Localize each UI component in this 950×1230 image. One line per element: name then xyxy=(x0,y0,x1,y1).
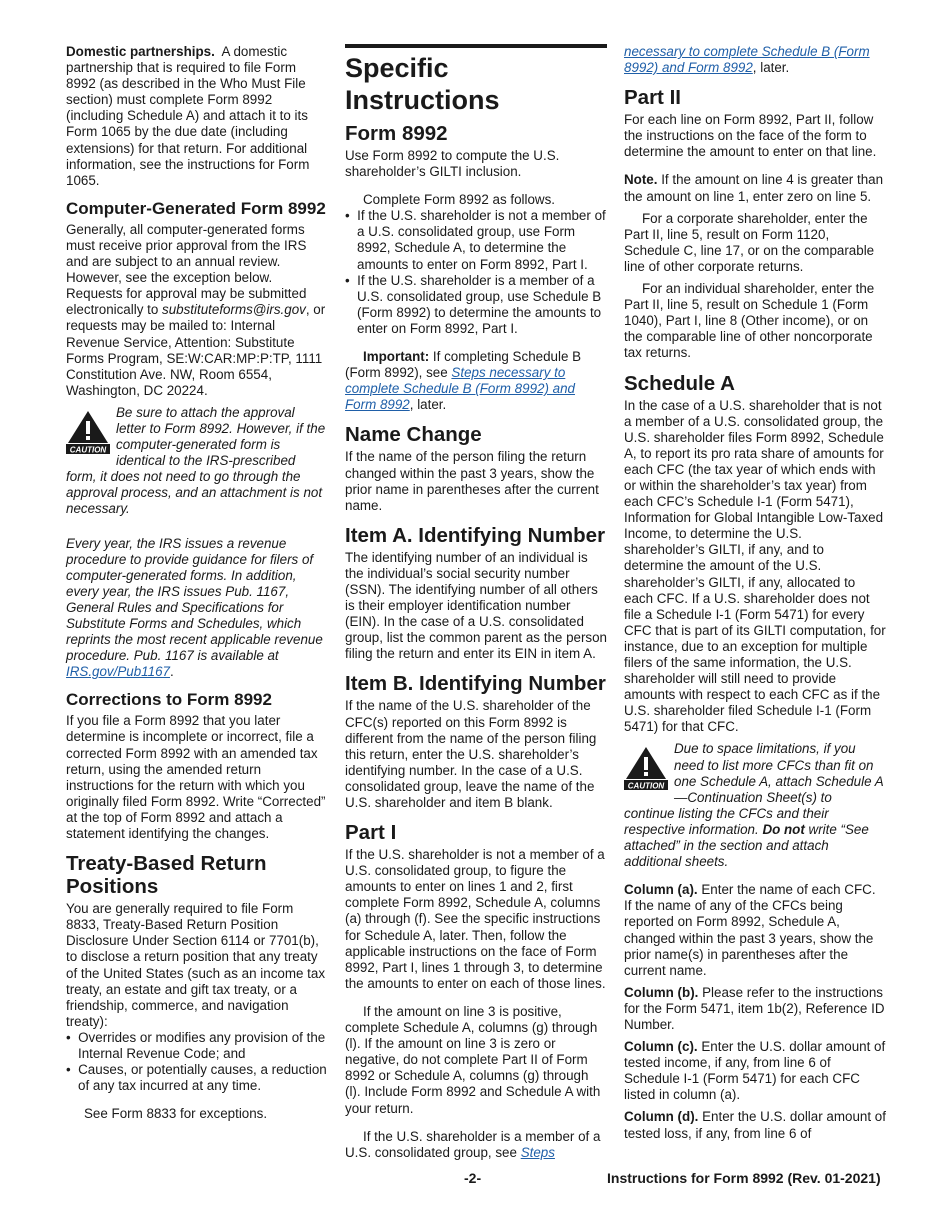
part-1-member-text: If the U.S. shareholder is a member of a U.S. consolidated group, see xyxy=(345,1128,601,1160)
caution-note xyxy=(66,405,328,518)
caution-icon xyxy=(66,409,110,455)
caution-label: CAUTION xyxy=(69,445,107,455)
form-heading: Form 8992 xyxy=(345,122,448,145)
column-middle xyxy=(345,44,607,1167)
note-text: If the amount on line 4 is greater than the amount on line 1, enter zero on line 5. xyxy=(624,172,884,204)
complete-bullet-1: • If the U.S. shareholder is not a member of a U.S. consolidated group, use Form 8992, Schedule A, to determine the amounts to enter on Form 8992, Part I. xyxy=(345,208,606,272)
part-1-heading: Part I xyxy=(345,821,397,845)
column-a-lead: Column (a). xyxy=(624,882,698,898)
item-a-paragraph: The identifying number of an individual is the individual’s social security number (SSN). The identifying number of all others is their employer identification number (EIN). In the case of a U.S. consolidated group, list the common parent as the person filing the return and enter its EIN in item A. xyxy=(345,549,608,662)
form-reference: Instructions for Form 8992 (Rev. 01-2021) xyxy=(607,1170,881,1186)
treaty-bullet-1-text: Overrides or modifies any provision of the Internal Revenue Code; and xyxy=(78,1029,326,1061)
corrections-heading: Corrections to Form 8992 xyxy=(66,690,272,710)
treaty-bullet-2: • Causes, or potentially causes, a reduction of any tax incurred at any time. xyxy=(66,1062,327,1094)
pub1167-link[interactable]: IRS.gov/Pub1167 xyxy=(66,664,170,680)
item-b-heading: Item B. Identifying Number xyxy=(345,672,606,696)
steps-continued-link[interactable]: necessary to complete Schedule B (Form 8992) and Form 8992 xyxy=(624,44,870,76)
schedule-a-heading: Schedule A xyxy=(624,371,735,395)
caution-2-text-a: Due to space limitations, if you need to list more CFCs than fit on one Schedule A, attach Schedule A—Continuation Sheet(s) to continue listing the CFCs and their respective information. xyxy=(624,741,884,837)
computer-generated-paragraph xyxy=(66,222,328,399)
important-text-a: If completing Schedule B (Form 8992), see xyxy=(345,349,582,381)
column-a-text: Enter the name of each CFC. If the name of any of the CFCs being reported on Form 8992, Schedule A, changed within the past 3 years, show the prior name(s) in parentheses after the current name. xyxy=(624,882,876,978)
treaty-heading: Treaty-Based Return Positions xyxy=(66,852,267,899)
revenue-procedure-paragraph: Every year, the IRS issues a revenue procedure to provide guidance for filers of computer-generated forms. In addition, every year, the IRS issues Pub. 1167, General Rules and Specifications for Substitute Forms and Schedules, which reprints the most recent applicable revenue procedure. Pub. 1167 is available at IRS.gov/Pub1167. xyxy=(66,535,323,680)
revproc-text: Every year, the IRS issues a revenue procedure to provide guidance for filers of computer-generated forms. In addition, every year, the IRS issues Pub. 1167, General Rules and Specifications for Substitute Forms and Schedules, which reprints the most recent applicable revenue procedure. Pub. 1167 is available at xyxy=(66,535,323,664)
caution-2-text-b: write “See attached” in the section and attach additional sheets. xyxy=(624,821,869,870)
name-change-paragraph: If the name of the person filing the return changed within the past 3 years, show the prior name in parentheses after the current name. xyxy=(345,449,599,513)
complete-bullet-2: • If the U.S. shareholder is a member of a U.S. consolidated group, use Schedule B (Form 8992) to determine the amounts to enter on Form 8992, Part I. xyxy=(345,272,602,336)
cont-text: , later. xyxy=(752,60,790,76)
caution-note-2 xyxy=(624,741,886,870)
column-d-paragraph xyxy=(624,1109,886,1141)
part-2-heading: Part II xyxy=(624,86,681,110)
note-paragraph xyxy=(624,172,886,204)
steps-schedule-b-link[interactable]: Steps necessary to complete Schedule B (Form 8992) and Form 8992 xyxy=(345,365,575,413)
part-1-member-paragraph xyxy=(345,1129,607,1161)
cg-email: substituteforms@irs.gov xyxy=(162,302,306,318)
column-b-text: Please refer to the instructions for the Form 5471, item 1b(2), Reference ID Number. xyxy=(624,984,885,1032)
treaty-see-paragraph: See Form 8833 for exceptions. xyxy=(84,1106,268,1122)
column-a-paragraph xyxy=(624,882,886,979)
treaty-bullet-2-text: Causes, or potentially causes, a reduction of any tax incurred at any time. xyxy=(78,1062,327,1094)
item-a-heading: Item A. Identifying Number xyxy=(345,523,606,547)
column-right xyxy=(624,44,886,1148)
treaty-paragraph: You are generally required to file Form 8833, Treaty-Based Return Position Disclosure Under Section 6114 or 7701(b), to disclose a return position that any treaty of the United States (such as an income tax treaty, an estate and gift tax treaty, or a friendship, commerce, and navigation treaty): xyxy=(66,901,326,1029)
name-change-heading: Name Change xyxy=(345,423,482,447)
caution-icon xyxy=(624,745,668,791)
item-b-paragraph: If the name of the U.S. shareholder of the CFC(s) reported on this Form 8992 is different from the name of the person filing this return, enter the U.S. shareholder’s identifying number. In the case of a U.S. consolidated group, leave the name of the U.S. shareholder and item B blank. xyxy=(345,698,597,810)
corrections-paragraph: If you file a Form 8992 that you later determine is incomplete or incorrect, file a corrected Form 8992 with an amended tax return, using the amended return instructions for the return with which you originally filed Form 8992. Write “Corrected” at the top of Form 8992 and attach a statement identifying the changes. xyxy=(66,713,326,842)
complete-paragraph: Complete Form 8992 as follows. xyxy=(363,192,556,208)
domestic-lead: Domestic partnerships. xyxy=(66,44,215,59)
domestic-partnerships-paragraph xyxy=(66,44,328,189)
column-b-lead: Column (b). xyxy=(624,984,699,1000)
column-left xyxy=(66,44,328,1128)
part-1-paragraph: If the U.S. shareholder is not a member of a U.S. consolidated group, to figure the amounts to enter on lines 1 and 2, first complete Form 8992, Schedule A, columns (a) through (f). See the specific instructions for Schedule A, later. Then, follow the applicable instructions on the face of Form 8992, Part I, lines 1 through 3, to determine the amounts to enter on each of those lines. xyxy=(345,847,606,991)
complete-bullet-2-text: If the U.S. shareholder is a member of a U.S. consolidated group, use Schedule B (Form 8992) to determine the amounts to enter on Form 8992, Part I. xyxy=(357,272,602,336)
important-paragraph xyxy=(345,349,607,413)
individual-paragraph: For an individual shareholder, enter the Part II, line 5, result on Schedule 1 (Form 1040), Part I, line 8 (Other income), or on the comparable line of other noncorporate tax returns. xyxy=(624,281,875,361)
column-c-text: Enter the U.S. dollar amount of tested income, if any, from line 6 of Schedule I-1 (Form 5471) for each CFC listed in column (a). xyxy=(624,1039,886,1103)
corporate-paragraph: For a corporate shareholder, enter the Part II, line 5, result on Form 1120, Schedule C, line 17, or on the comparable line of other corporate returns. xyxy=(624,210,875,274)
form-paragraph: Use Form 8992 to compute the U.S. shareholder’s GILTI inclusion. xyxy=(345,148,560,180)
caution-label-2: CAUTION xyxy=(627,781,665,791)
schedule-a-paragraph: In the case of a U.S. shareholder that is not a member of a U.S. consolidated group, the U.S. shareholder files Form 8992, Schedule A, to report its pro rata share of amounts for each CFC (the tax year of which ends with or within the shareholder’s tax year) from each CFC’s Schedule I-1 (Form 5471), Information for Global Intangible Low-Taxed Income, to determine the U.S. shareholder’s GILTI, if any, and to determine the amount of the U.S. shareholder’s GILTI, if any, allocated to each CFC. If a U.S. shareholder does not file a Schedule I-1 (Form 5471) for every CFC that is part of its GILTI computation, for instance, due to an exception for multiple filers of the same information, the U.S. shareholder will still need to provide amounts with respect to each CFC as if the U.S. shareholder filed Schedule I-1 (Form 5471) for that CFC. xyxy=(624,397,886,735)
cg-text-a: Generally, all computer-generated forms must receive prior approval from the IRS and are subject to an annual review. However, see the exception below. Requests for approval may be submitted electronically to xyxy=(66,221,307,318)
steps-link[interactable]: Steps xyxy=(520,1144,555,1160)
column-d-lead: Column (d). xyxy=(624,1109,699,1125)
column-d-text: Enter the U.S. dollar amount of tested loss, if any, from line 6 of xyxy=(624,1109,886,1141)
part-1-line3-paragraph: If the amount on line 3 is positive, complete Schedule A, columns (g) through (l). If the amount on line 3 is zero or negative, do not complete Part II of Form 8992 or Schedule A, columns (g) through (l). Include Form 8992 and Schedule A with your return. xyxy=(345,1003,601,1116)
part-2-paragraph: For each line on Form 8992, Part II, follow the instructions on the face of the form to determine the amount to enter on that line. xyxy=(624,112,877,160)
caution-2-bold: Do not xyxy=(762,821,805,837)
column-b-paragraph xyxy=(624,985,886,1033)
complete-bullet-1-text: If the U.S. shareholder is not a member of a U.S. consolidated group, use Form 8992, Schedule A, to determine the amounts to enter on Form 8992, Part I. xyxy=(357,208,606,272)
column-c-paragraph xyxy=(624,1039,886,1103)
treaty-bullet-1: • Overrides or modifies any provision of the Internal Revenue Code; and xyxy=(66,1029,326,1061)
important-lead: Important: xyxy=(363,349,430,365)
caution-text: Be sure to attach the approval letter to Form 8992. However, if the computer-generated form is identical to the IRS-prescribed form, it does not need to go through the approval process, and an attachment is not necessary. xyxy=(66,404,326,517)
page-number: -2- xyxy=(464,1170,482,1186)
specific-instructions-title: Specific Instructions xyxy=(345,44,607,116)
continued-link-paragraph xyxy=(624,44,886,76)
computer-generated-heading: Computer-Generated Form 8992 xyxy=(66,198,326,218)
cg-text-b: , or requests may be mailed to: Internal Revenue Service, Attention: Substitute Forms Program, SE:W:CAR:MP:P:TP, 1111 Constitution Ave. NW, Room 6554, Washington, DC 20224. xyxy=(66,302,326,398)
important-text-b: , later. xyxy=(409,397,447,413)
note-lead: Note. xyxy=(624,172,658,188)
column-c-lead: Column (c). xyxy=(624,1039,698,1055)
domestic-text: A domestic partnership that is required to file Form 8992 (as described in the Who Must File section) must complete Form 8992 (including Schedule A) and attach it to its Form 1065 by the due date (including extensions) for that return. For additional information, see the instructions for Form 1065. xyxy=(66,44,310,188)
